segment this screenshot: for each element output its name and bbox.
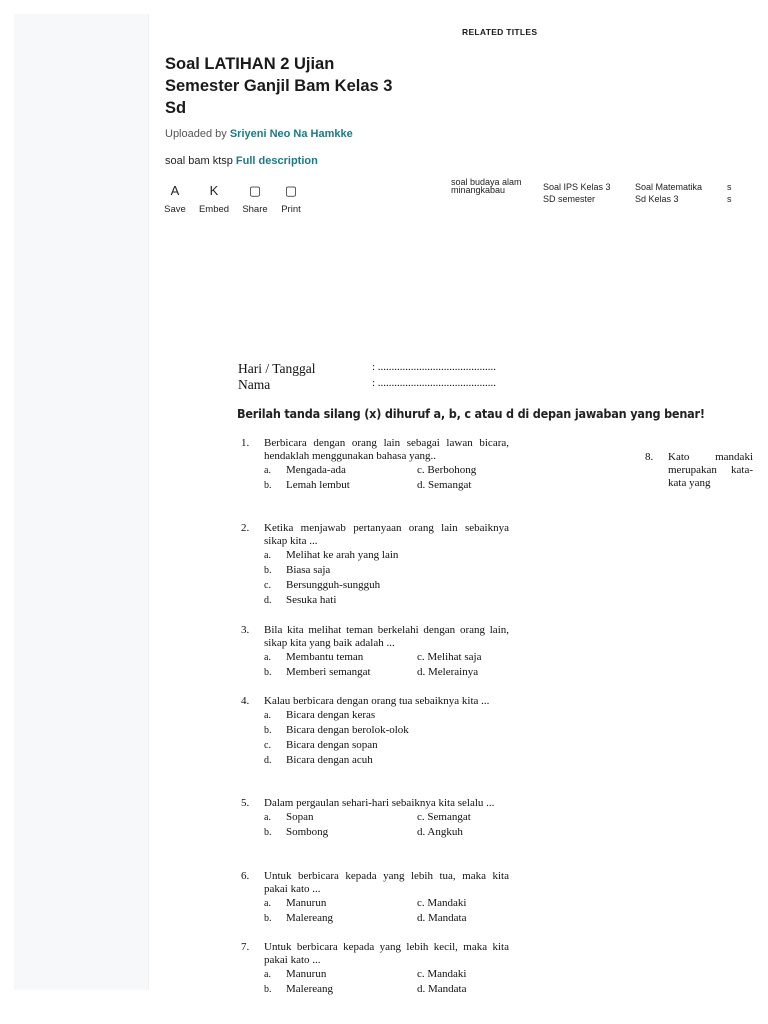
related-item[interactable] (543, 181, 611, 205)
save-icon: A (170, 183, 180, 198)
option-letter: d. (264, 755, 272, 766)
question-number: 3. (241, 624, 250, 636)
description-text: soal bam ktsp (165, 155, 236, 167)
question-number: 7. (241, 941, 250, 953)
option-text: Malereang (286, 912, 334, 924)
print-button[interactable] (278, 182, 304, 215)
option-row (264, 825, 509, 840)
related-item-line: Soal IPS Kelas 3 (543, 182, 611, 192)
instruction-text: Berilah tanda silang (x) dihuruf a, b, c atau d di depan jawaban yang benar! (237, 406, 705, 421)
embed-button[interactable] (197, 182, 231, 215)
related-item[interactable] (635, 181, 702, 205)
question (241, 941, 509, 997)
option-letter: b. (264, 480, 272, 491)
option-letter: a. (264, 465, 271, 476)
save-label: Save (164, 204, 186, 215)
question-number: 2. (241, 522, 250, 534)
option-text: Bicara dengan acuh (286, 754, 373, 766)
related-item-line: SD semester (543, 194, 596, 204)
option-text: Bersungguh-sungguh (286, 579, 381, 591)
option-row (264, 982, 509, 997)
left-sidebar (14, 14, 149, 990)
option-text: c. Berbohong (417, 464, 477, 476)
option-text: Melihat ke arah yang lain (286, 549, 399, 561)
share-label: Share (242, 204, 268, 215)
option-row (264, 548, 509, 563)
option-row (264, 478, 509, 493)
question-number: 6. (241, 870, 250, 882)
question (241, 870, 509, 926)
description (165, 155, 318, 167)
related-item[interactable] (451, 178, 522, 194)
question-stem: Dalam pergaulan sehari-hari sebaiknya kita selalu ... (264, 797, 495, 809)
option-text: Sesuka hati (286, 594, 337, 606)
question (241, 695, 509, 768)
option-letter: a. (264, 969, 271, 980)
option-letter: d. (264, 595, 272, 606)
option-text: Malereang (286, 983, 334, 995)
question (645, 451, 753, 490)
print-label: Print (281, 204, 301, 215)
option-row (264, 578, 509, 593)
option-text: Bicara dengan berolok-olok (286, 724, 409, 736)
related-item[interactable] (727, 181, 732, 205)
share-icon: ▢ (248, 183, 262, 198)
option-row (264, 967, 509, 982)
uploaded-by (165, 128, 353, 140)
date-label: Hari / Tanggal (238, 361, 316, 376)
option-text: c. Semangat (417, 811, 471, 823)
question-number: 1. (241, 437, 250, 449)
question-stem: Kato mandaki merupakan kata-kata yang (668, 451, 753, 489)
question-stem: Berbicara dengan orang lain sebagai lawan bicara, hendaklah menggunakan bahasa yang.. (264, 437, 509, 462)
question (241, 624, 509, 680)
option-letter: b. (264, 725, 272, 736)
related-titles-heading: RELATED TITLES (462, 27, 538, 37)
option-text: Memberi semangat (286, 666, 371, 678)
option-text: Biasa saja (286, 564, 331, 576)
option-letter: a. (264, 550, 271, 561)
share-button[interactable] (240, 182, 270, 215)
related-item-line: Sd Kelas 3 (635, 194, 679, 204)
embed-icon: K (209, 183, 219, 198)
option-text: Membantu teman (286, 651, 364, 663)
option-row (264, 810, 509, 825)
question (241, 797, 509, 840)
related-item-line: Soal Matematika (635, 182, 703, 192)
option-text: Bicara dengan keras (286, 709, 376, 721)
option-text: c. Melihat saja (417, 651, 482, 663)
option-row (264, 593, 509, 608)
option-row (264, 463, 509, 478)
option-text: c. Mandaki (417, 968, 467, 980)
option-letter: c. (264, 580, 271, 591)
full-description-link[interactable]: Full description (235, 155, 318, 167)
option-text: d. Semangat (417, 479, 472, 491)
option-letter: a. (264, 652, 271, 663)
option-row (264, 723, 509, 738)
related-item-line: s (727, 194, 732, 204)
uploaded-by-label: Uploaded by (165, 128, 230, 140)
option-text: d. Melerainya (417, 666, 479, 678)
option-letter: b. (264, 667, 272, 678)
option-letter: b. (264, 913, 272, 924)
embed-label: Embed (198, 204, 230, 215)
name-value: : ........................................... (372, 377, 497, 389)
option-row (264, 896, 509, 911)
option-text: Bicara dengan sopan (286, 739, 378, 751)
option-text: Manurun (286, 897, 327, 909)
question-number: 4. (241, 695, 250, 707)
option-text: Manurun (286, 968, 327, 980)
option-row (264, 650, 509, 665)
option-letter: b. (264, 984, 272, 995)
option-row (264, 738, 509, 753)
question-number: 5. (241, 797, 250, 809)
option-row (264, 563, 509, 578)
author-link[interactable]: Sriyeni Neo Na Hamkke (229, 128, 353, 140)
question-stem: Ketika menjawab pertanyaan orang lain sebaiknya sikap kita ... (264, 522, 509, 547)
related-item-line: minangkabau (451, 185, 506, 195)
question-number: 8. (645, 451, 654, 463)
name-label: Nama (238, 377, 271, 392)
option-letter: c. (264, 740, 271, 751)
option-text: d. Angkuh (417, 826, 463, 838)
option-text: d. Mandata (417, 912, 467, 924)
question (241, 437, 509, 493)
option-text: Lemah lembut (286, 479, 350, 491)
option-row (264, 708, 509, 723)
question-stem: Untuk berbicara kepada yang lebih tua, maka kita pakai kato ... (264, 870, 509, 895)
save-button[interactable] (163, 182, 187, 215)
option-text: c. Mandaki (417, 897, 467, 909)
option-text: Sopan (286, 811, 314, 823)
option-row (264, 911, 509, 926)
print-icon: ▢ (284, 183, 298, 198)
option-letter: a. (264, 710, 271, 721)
option-row (264, 665, 509, 680)
option-letter: b. (264, 827, 272, 838)
related-item-line: s (727, 182, 732, 192)
option-letter: b. (264, 565, 272, 576)
option-row (264, 753, 509, 768)
document-title: Soal LATIHAN 2 Ujian Semester Ganjil Bam Kelas 3 Sd (165, 55, 393, 117)
question-stem: Bila kita melihat teman berkelahi dengan orang lain, sikap kita yang baik adalah ... (264, 624, 509, 649)
date-value: : ........................................... (372, 361, 497, 373)
option-text: Sombong (286, 826, 329, 838)
option-letter: a. (264, 898, 271, 909)
option-text: d. Mandata (417, 983, 467, 995)
question-stem: Untuk berbicara kepada yang lebih kecil, maka kita pakai kato ... (264, 941, 509, 966)
option-letter: a. (264, 812, 271, 823)
option-text: Mengada-ada (286, 464, 346, 476)
question (241, 522, 509, 608)
question-stem: Kalau berbicara dengan orang tua sebaiknya kita ... (264, 695, 490, 707)
related-item-line: soal budaya alam (451, 177, 522, 187)
